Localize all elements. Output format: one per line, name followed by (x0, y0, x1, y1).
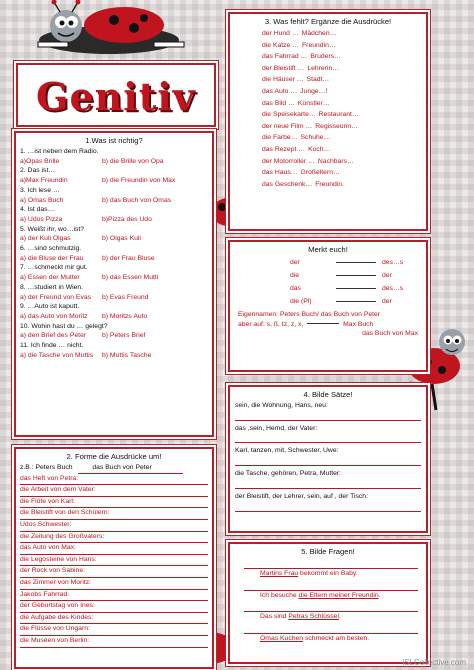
answer-line (235, 479, 421, 489)
answer-line (235, 433, 421, 443)
statement-suffix: . (338, 613, 341, 621)
transform-prompt: das Heft von Petra: (20, 474, 79, 482)
arrow-icon (336, 288, 376, 289)
transform-item (20, 613, 208, 625)
answer-line (235, 502, 421, 512)
transform-item (20, 474, 208, 486)
fill-item (262, 167, 394, 179)
fill-right: Schuhe… (300, 134, 331, 142)
transform-prompt: die Museen von Berlin: (20, 637, 90, 645)
statement-row (238, 569, 418, 579)
fill-left: das Geschenk… (262, 180, 313, 188)
statement-underlined: die Eltern meiner Freundin (298, 591, 379, 599)
page-title: Genitiv (36, 74, 196, 119)
transform-prompt: der Geburtstag von Ines: (20, 602, 95, 610)
transform-prompt: das Auto von Max: (20, 544, 76, 552)
fill-right: Großeltern… (300, 169, 340, 177)
article-rule-row (238, 295, 418, 308)
transform-prompt: die Bleistift von den Schülern: (20, 509, 110, 517)
option-b: b) Evas Freund (102, 293, 149, 301)
fill-right: Junge…! (300, 87, 328, 95)
article-nominative: die (Pl) (290, 298, 312, 305)
sentence-prompt: Karl, tanzen, mit, Schwester, Uwe: (235, 447, 339, 455)
option-a: a) der Kuli Olgas (20, 235, 71, 243)
article-rule-row (238, 282, 418, 295)
options-row (20, 293, 208, 303)
article-nominative: die (290, 272, 300, 279)
fill-right: Regisseurin… (315, 122, 358, 130)
arrow-icon (307, 323, 339, 324)
option-a: a)Max Freundin (20, 177, 68, 185)
fill-right: Freundin. (315, 180, 344, 188)
watermark: iSLCollective.com (402, 658, 466, 667)
option-a: a) die Bluse der Frau (20, 254, 84, 262)
exercise-2-panel (14, 447, 214, 669)
fill-right: Stadt… (306, 76, 330, 84)
ladybug-illustration-top (14, 0, 194, 62)
option-a: a) Udos Pizza (20, 215, 63, 223)
fill-item (262, 40, 394, 52)
transform-item (20, 578, 208, 590)
remember-panel (228, 240, 428, 372)
article-genitive: des…s (382, 285, 404, 292)
article-nominative: das (290, 285, 301, 292)
option-b: b) das Essen Mutti (102, 274, 159, 282)
article-genitive: der (382, 272, 392, 279)
sentence-prompt: das ,sein, Hemd, der Vater: (235, 424, 318, 432)
transform-prompt: Jakobs Fahrrad: (20, 590, 70, 598)
fill-left: die Katze … (262, 41, 300, 49)
question-answer-line (244, 580, 418, 591)
transform-prompt: das Zimmer von Moritz: (20, 579, 92, 587)
option-b: b) die Brille von Opa (102, 157, 164, 165)
fill-right: Mädchen… (301, 30, 337, 37)
option-a: a) das Auto von Moritz (20, 312, 88, 320)
statement-row (238, 634, 418, 644)
proper-names-rule: Eigennamen: Peters Buch/ das Buch von Peter (238, 311, 381, 318)
question-1: 1. …ist neben dem Radio. (20, 148, 99, 155)
fill-item (262, 156, 394, 168)
transform-item (20, 555, 208, 567)
fill-left: der Motorroller … (262, 157, 315, 165)
fill-left: der Bleistift … (262, 64, 305, 72)
transform-item (20, 532, 208, 544)
transform-item (20, 508, 208, 520)
exercise-4-panel (228, 385, 428, 533)
transform-prompt: die Flöte von Karl: (20, 497, 75, 505)
transform-item (20, 543, 208, 555)
transform-item (20, 485, 208, 497)
options-row (20, 176, 208, 186)
fill-right: Freundin… (302, 41, 336, 49)
question-answer-line (244, 558, 418, 569)
fill-item (262, 179, 394, 191)
fill-item (262, 28, 394, 40)
exercise-4-heading: 4. Bilde Sätze! (303, 390, 353, 399)
statement-underlined: Omas Kuchen (260, 635, 304, 643)
transform-item (20, 590, 208, 602)
options-row (20, 215, 208, 225)
options-row (20, 234, 208, 244)
transform-item (20, 520, 208, 532)
option-a: a) den Brief des Peter (20, 332, 87, 340)
question-6: 6. …sind schmutzig. (20, 245, 82, 253)
article-rule-row (238, 256, 418, 269)
arrow-icon (336, 275, 376, 276)
statement-row (238, 612, 418, 622)
option-b: b) Peters Brief (102, 332, 146, 340)
fill-left: das Fahrrad … (262, 53, 308, 61)
fill-left: der neue Film … (262, 122, 313, 130)
transform-prompt: die Aufgabe des Kindes: (20, 613, 94, 621)
exercise-1-panel (14, 131, 214, 437)
exception-rule (230, 320, 426, 330)
question-10: 10. Wohin hast du … gelegt? (20, 322, 108, 330)
fill-item (262, 74, 394, 86)
fill-item (262, 121, 394, 133)
fill-item (262, 132, 394, 144)
statement-suffix: . (378, 591, 381, 599)
option-b: b) Muttis Tasche (102, 351, 152, 359)
fill-left: die Häuser … (262, 76, 304, 84)
remember-heading: Merkt euch! (308, 245, 348, 254)
exception-alternative: das Buch von Max (362, 330, 418, 338)
transform-item (20, 566, 208, 578)
fill-right: Künstler… (297, 99, 330, 107)
exception-letters: aber auf: s, ß, tz, z, x, (238, 320, 304, 328)
sentence-prompt: die Tasche, gehören, Petra, Mutter: (235, 470, 342, 478)
fill-right: Koch… (308, 145, 331, 153)
option-a: a) der Freund von Evas (20, 293, 92, 301)
fill-left: das Rezept … (262, 145, 306, 153)
transform-item (20, 497, 208, 509)
statement-prefix: Ich besuche (260, 591, 299, 599)
statement-row (238, 591, 418, 601)
example-row (16, 463, 212, 474)
transform-prompt: die Arbeit von dem Vater: (20, 486, 96, 494)
option-a: a)Opas Brille (20, 157, 60, 165)
exercise-3-heading: 3. Was fehlt? Ergänze die Ausdrücke! (264, 17, 392, 26)
transform-prompt: Udos Schwester: (20, 521, 72, 529)
options-row (20, 351, 208, 361)
option-b: b) Moritzs Auto (102, 312, 148, 320)
fill-item (262, 144, 394, 156)
fill-left: das Auto … (262, 87, 298, 95)
fill-left: das Haus… (262, 169, 298, 177)
example-label: z.B.: Peters Buch (20, 464, 73, 471)
exercise-5-panel (228, 542, 428, 664)
exception-example: Max Buch (343, 320, 374, 328)
statement-underlined: Petras Schlüssel (288, 613, 339, 621)
transform-prompt: der Rock von Sabine: (20, 567, 85, 575)
option-b: b) das Buch von Omas (102, 196, 172, 204)
fill-right: Bruders… (310, 53, 341, 61)
fill-item (262, 63, 394, 75)
question-5: 5. Weißt ihr, wo…ist? (20, 225, 85, 233)
fill-item (262, 86, 394, 98)
arrow-icon (336, 262, 376, 263)
option-a: a) Omas Buch (20, 196, 64, 204)
answer-line (235, 411, 421, 421)
question-8: 8. …studiert in Wien. (20, 283, 84, 291)
fill-left: der Hund … (262, 30, 299, 37)
article-rule-row (238, 269, 418, 282)
options-row (20, 196, 208, 206)
exercise-3-panel (228, 12, 428, 231)
options-row (20, 331, 208, 341)
article-nominative: der (290, 259, 300, 266)
statement-prefix: Das sind (260, 613, 289, 621)
statement-underlined: Martins Frau (260, 570, 299, 577)
option-b: b) der Frau Bluse (102, 254, 155, 262)
transform-prompt: die Legosteine von Hans: (20, 555, 97, 563)
option-b: b) die Freundin von Max (102, 177, 176, 185)
question-9: 9. …Auto ist kaputt. (20, 303, 80, 311)
option-b: b) Olgas Kuli (102, 235, 141, 243)
article-genitive: des…s (382, 259, 404, 266)
exercise-2-heading: 2. Forme die Ausdrücke um! (66, 452, 162, 461)
transform-item (20, 601, 208, 613)
fill-right: Lehrerin… (307, 64, 340, 72)
question-2: 2. Das ist… (20, 167, 56, 175)
answer-line (235, 456, 421, 466)
options-row (20, 312, 208, 322)
exercise-1-heading: 1.Was ist richtig? (85, 136, 143, 145)
fill-item (262, 98, 394, 110)
article-genitive: der (382, 298, 392, 305)
question-3: 3. Ich lese … (20, 186, 60, 194)
fill-item (262, 51, 394, 63)
options-row (20, 157, 208, 167)
statement-suffix: schmeckt am besten. (303, 635, 370, 643)
transform-prompt: die Zeitung des Großvaters: (20, 532, 105, 540)
statement-suffix: bekommt ein Baby. (298, 570, 358, 577)
fill-right: Nachbars… (317, 157, 354, 165)
option-a: a) Essen der Mutter (20, 274, 80, 282)
arrow-icon (336, 301, 376, 302)
option-b: b)Pizza des Udo (102, 215, 152, 223)
example-answer: das Buch von Peter (92, 464, 152, 471)
transform-item (20, 636, 208, 648)
question-7: 7. …schmeckt mir gut. (20, 264, 88, 272)
fill-left: die Farbe… (262, 134, 298, 142)
question-answer-line (244, 623, 418, 634)
sentence-prompt: sein, die Wohnung, Hans, neu: (235, 402, 328, 409)
question-11: 11. Ich finde … nicht. (20, 342, 84, 350)
question-4: 4. Ist das… (20, 206, 55, 214)
sentence-prompt: der Bleistift, der Lehrer, sein, auf , der Tisch: (235, 492, 368, 500)
options-row (20, 254, 208, 264)
fill-left: das Bild … (262, 99, 295, 107)
options-row (20, 273, 208, 283)
transform-prompt: die Flüsse von Ungarn: (20, 625, 90, 633)
fill-right: Restaurant… (318, 111, 359, 119)
question-answer-line (244, 601, 418, 612)
transform-item (20, 624, 208, 636)
option-a: a) die Tasche von Muttis (20, 351, 94, 359)
fill-left: die Speisekarte… (262, 111, 316, 119)
exercise-5-heading: 5. Bilde Fragen! (301, 547, 355, 556)
fill-item (262, 109, 394, 121)
